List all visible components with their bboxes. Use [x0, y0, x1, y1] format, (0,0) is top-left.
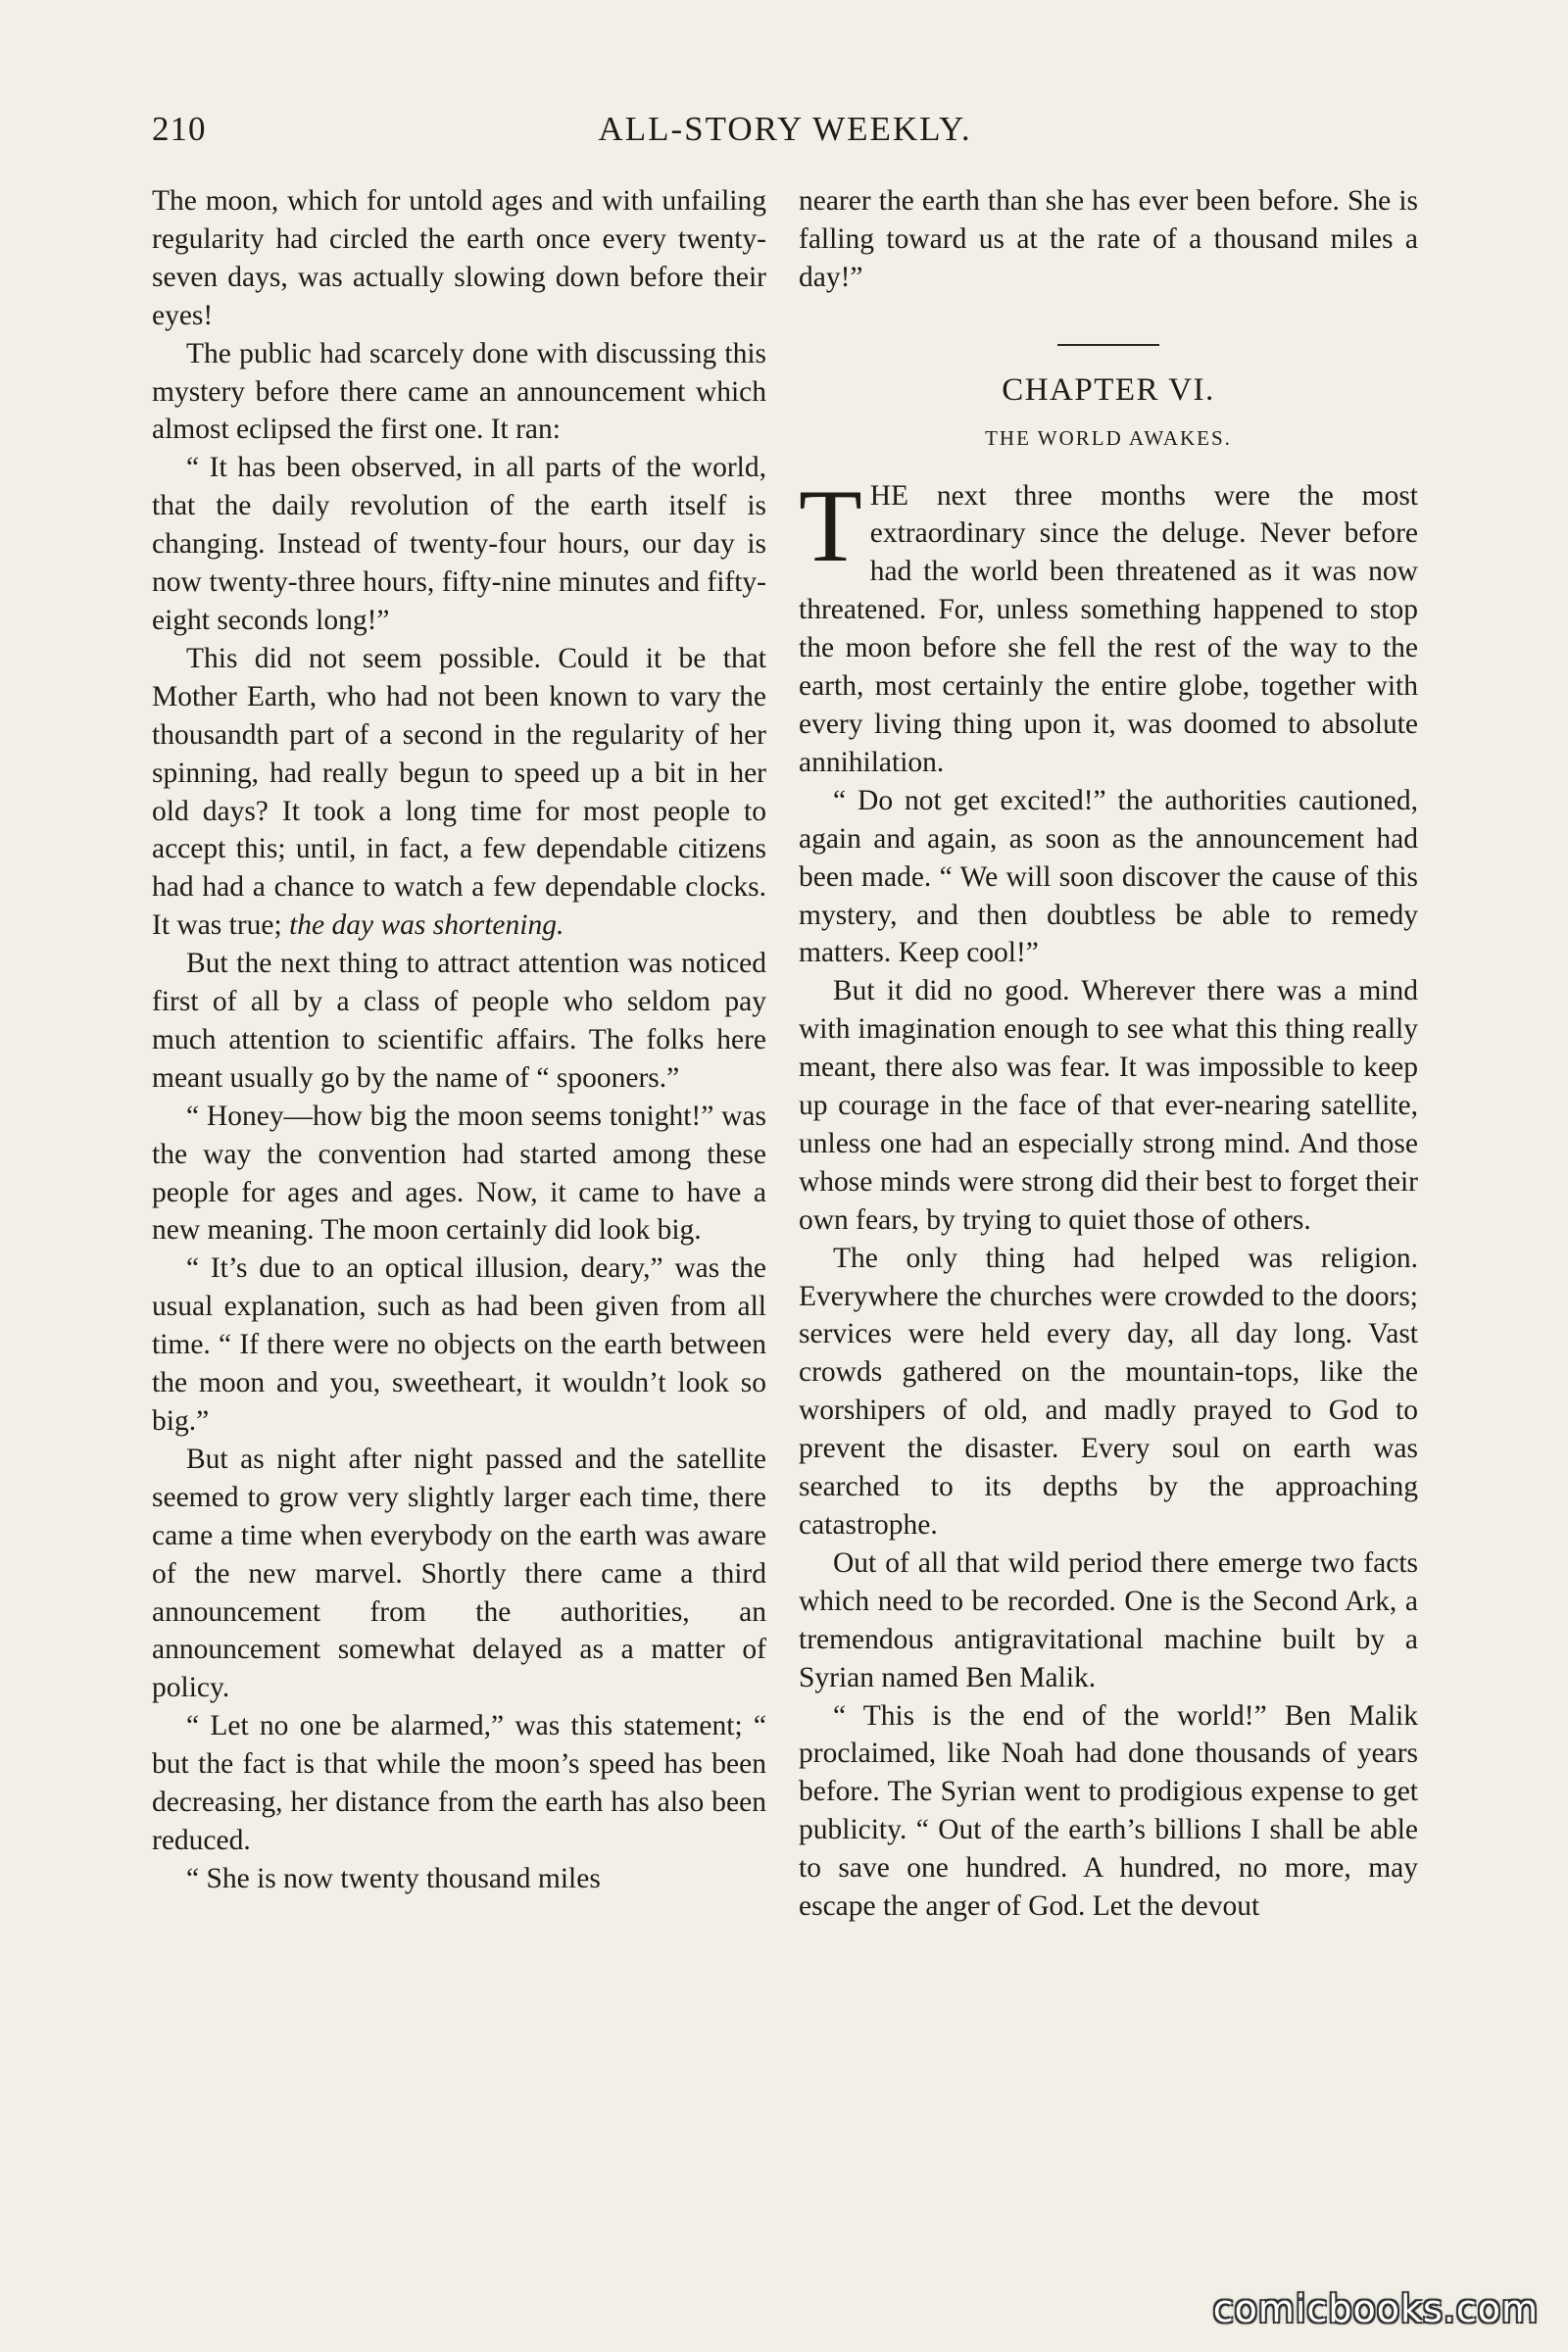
paragraph: But the next thing to attract attention was noticed first of all by a class of people who seldom pay much attention to scientific affairs. The folks here meant usually go by the name of “ spooners.” [152, 948, 766, 1094]
watermark: comicbooks.com [1212, 2287, 1539, 2330]
running-head: ALL-STORY WEEKLY. [598, 110, 972, 148]
paragraph: “ This is the end of the world!” Ben Malik proclaimed, like Noah had done thousands of years before. The Syrian went to prodigious expense to get publicity. “ Out of the earth’s billions I shall be able to save one hundred. A hundred, no more, may escape the anger of God. Let the devout [799, 1699, 1418, 1923]
italic-phrase: the day was shortening. [289, 909, 564, 942]
paragraph-text: HE next three months were the most extraordinary since the deluge. Never before had the world been threatened as it was now threatened. For, unless something happened to stop the moon before she fell the rest of the way to the earth, most certainly the entire globe, together with every living thing upon it, was doomed to absolute annihilation. [799, 479, 1418, 778]
chapter-subtitle: THE WORLD AWAKES. [985, 425, 1232, 450]
paragraph: “ She is now twenty thousand miles [186, 1862, 601, 1894]
paragraph: “ It has been observed, in all parts of the world, that the daily revolution of the earth itself is changing. Instead of twenty-four hours, our day is now twenty-three hours, fifty-nine minutes and fifty-eight seconds long!” [152, 452, 766, 636]
paragraph [152, 640, 766, 945]
paragraph: The moon, which for untold ages and with unfailing regularity had circled the earth once every twenty-seven days, was actually slowing down before their eyes! [152, 185, 766, 331]
left-column [152, 182, 766, 1898]
paragraph: “ Let no one be alarmed,” was this statement; “ but the fact is that while the moon’s speed has been decreasing, her distance from the earth has also been reduced. [152, 1710, 766, 1856]
paragraph-text: This did not seem possible. Could it be that Mother Earth, who had not been known to vary the thousandth part of a second in the regularity of her spinning, had really begun to speed up a bit in her old days? It took a long time for most people to accept this; until, in fact, a few dependable citizens had had a chance to watch a few dependable clocks. It was true; [152, 642, 766, 942]
paragraph: But as night after night passed and the satellite seemed to grow very slightly larger each time, there came a time when everybody on the earth was aware of the new marvel. Shortly there came a third announcement from the authorities, an announcement somewhat delayed as a matter of policy. [152, 1443, 766, 1704]
paragraph: The public had scarcely done with discussing this mystery before there came an announcement which almost eclipsed the first one. It ran: [152, 337, 766, 446]
right-column [799, 182, 1418, 1926]
paragraph: The only thing had helped was religion. Everywhere the churches were crowded to the doors; services were held every day, all day long. Vast crowds gathered on the mountain-tops, like the worshipers of old, and madly prayed to God to prevent the disaster. Every soul on earth was searched to its depths by the approaching catastrophe. [799, 1242, 1418, 1541]
drop-cap: T [799, 467, 862, 583]
chapter-title: CHAPTER VI. [1002, 371, 1215, 408]
page-header [152, 110, 1418, 159]
paragraph: But it did no good. Wherever there was a mind with imagination enough to see what this thing really meant, there also was fear. It was impossible to keep up courage in the face of that ever-nearing satellite, unless one had an especially strong mind. And those whose minds were strong did their best to forget their own fears, by trying to quiet those of others. [799, 975, 1418, 1236]
paragraph: “ Do not get excited!” the authorities cautioned, again and again, as soon as the announcement had been made. “ We will soon discover the cause of this mystery, and then doubtless be able to remedy matters. Keep cool!” [799, 784, 1418, 969]
paragraph: nearer the earth than she has ever been before. She is falling toward us at the rate of a thousand miles a day!” [799, 185, 1418, 293]
paragraph: “ It’s due to an optical illusion, deary,” was the usual explanation, such as had been given from all time. “ If there were no objects on the earth between the moon and you, sweetheart, it wouldn’t look so big.” [152, 1252, 766, 1437]
paragraph [799, 467, 1418, 782]
chapter-divider [1057, 344, 1159, 346]
paragraph: “ Honey—how big the moon seems tonight!” was the way the convention had started among these people for ages and ages. Now, it came to have a new meaning. The moon certainly did look big. [152, 1100, 766, 1247]
paragraph: Out of all that wild period there emerge two facts which need to be recorded. One is the Second Ark, a tremendous antigravitational machine built by a Syrian named Ben Malik. [799, 1546, 1418, 1693]
page-number: 210 [152, 110, 207, 148]
